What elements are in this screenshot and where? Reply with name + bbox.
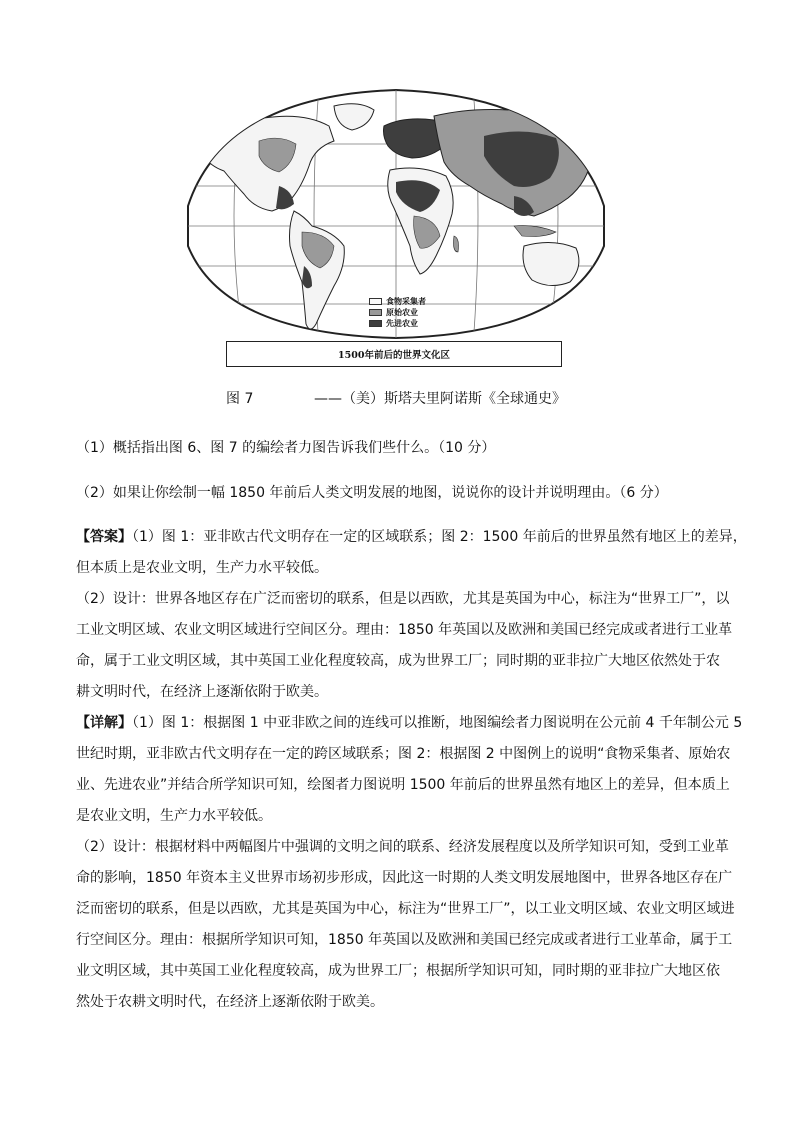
detail-line: 业、先进农业”并结合所学知识可知，绘图者力图说明 1500 年前后的世界虽然有地区上的差异，但本质上 <box>76 777 730 793</box>
detail-line: 世纪时期，亚非欧古代文明存在一定的跨区域联系；图 2：根据图 2 中图例上的说明“食物采集者、原始农 <box>76 746 731 762</box>
legend-item <box>369 318 426 329</box>
detail-section <box>76 708 743 1018</box>
legend-swatch-primitive <box>369 309 382 316</box>
answer-section <box>76 522 747 708</box>
legend-swatch-advanced <box>369 320 382 327</box>
detail-line: 泛而密切的联系，但是以西欧，尤其是英国为中心，标注为“世界工厂”，以工业文明区域、农业文明区域进 <box>76 901 735 917</box>
detail-line: （2）设计：根据材料中两幅图片中强调的文明之间的联系、经济发展程度以及所学知识可知，受到工业革 <box>76 839 729 855</box>
detail-line: 行空间区分。理由：根据所学知识可知，1850 年英国以及欧洲和美国已经完成或者进行工业革命，属于工 <box>76 932 733 948</box>
map-title <box>226 341 562 367</box>
question-2: （2）如果让你绘制一幅 1850 年前后人类文明发展的地图，说说你的设计并说明理由。（6 分） <box>76 485 668 501</box>
detail-line: 然处于农耕文明时代，在经济上逐渐依附于欧美。 <box>76 994 384 1010</box>
map-legend <box>369 296 426 329</box>
detail-line: 业文明区域，其中英国工业化程度较高，成为世界工厂；根据所学知识可知，同时期的亚非拉广大地区依 <box>76 963 720 979</box>
detail-line <box>76 708 743 739</box>
legend-item <box>369 307 426 318</box>
answer-text: （1）图 1：亚非欧古代文明存在一定的区域联系；图 2：1500 年前后的世界虽然有地区上的差异， <box>132 529 747 545</box>
question-1: （1）概括指出图 6、图 7 的编绘者力图告诉我们些什么。（10 分） <box>76 440 496 456</box>
legend-swatch-forager <box>369 298 382 305</box>
answer-line: 耕文明时代，在经济上逐渐依附于欧美。 <box>76 684 328 700</box>
answer-tag: 【答案】 <box>76 529 132 545</box>
detail-tag: 【详解】 <box>76 715 132 731</box>
legend-label: 原始农业 <box>386 307 418 317</box>
detail-line: 命的影响，1850 年资本主义世界市场初步形成，因此这一时期的人类文明发展地图中，世界各地区存在广 <box>76 870 733 886</box>
figure-label: 图 7 <box>226 391 254 407</box>
answer-line: 工业文明区域、农业文明区域进行空间区分。理由：1850 年英国以及欧洲和美国已经完成或者进行工业革 <box>76 622 733 638</box>
legend-label: 先进农业 <box>386 318 418 328</box>
answer-line: 但本质上是农业文明，生产力水平较低。 <box>76 560 328 576</box>
world-culture-map <box>184 86 608 372</box>
answer-line: 命，属于工业文明区域，其中英国工业化程度较高，成为世界工厂；同时期的亚非拉广大地区依然处于农 <box>76 653 720 669</box>
map-graphic <box>184 86 608 372</box>
answer-line: （2）设计：世界各地区存在广泛而密切的联系，但是以西欧，尤其是英国为中心，标注为“世界工厂”，以 <box>76 591 730 607</box>
detail-text: （1）图 1：根据图 1 中亚非欧之间的连线可以推断，地图编绘者力图说明在公元前 4 千年制公元 5 <box>132 715 743 731</box>
detail-line: 是农业文明，生产力水平较低。 <box>76 808 272 824</box>
legend-item <box>369 296 426 307</box>
answer-line <box>76 522 747 553</box>
legend-label: 食物采集者 <box>386 296 426 306</box>
figure-source: ——（美）斯塔夫里阿诺斯《全球通史》 <box>314 391 566 407</box>
map-title-text: 1500年前后的世界文化区 <box>338 350 450 361</box>
